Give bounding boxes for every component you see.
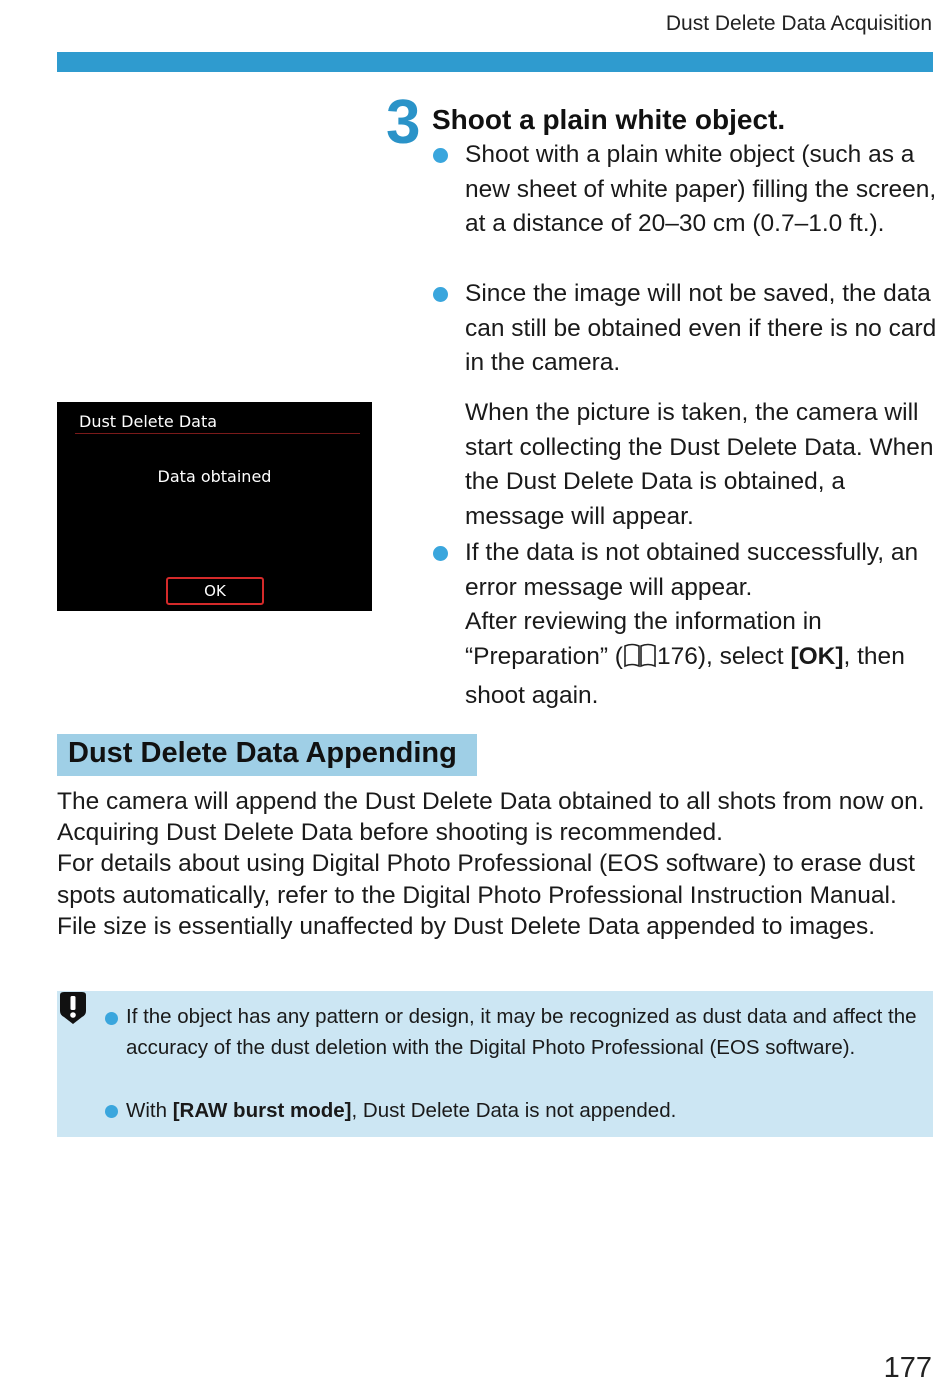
caution-bullet-dot xyxy=(105,1105,118,1118)
caution-box xyxy=(57,991,933,1137)
ok-label: [OK] xyxy=(790,643,844,671)
step-bullet-1: Shoot with a plain white object (such as a new sheet of white paper) filling the screen, at a distance of 20–30 cm (0.7–1.0 ft.). xyxy=(465,141,937,238)
book-icon xyxy=(623,642,657,679)
section-paragraph-2: For details about using Digital Photo Professional (EOS software) to erase dust spots automatically, refer to the Digital Photo Professional Instruction Manual. xyxy=(57,850,915,909)
page-number: 177 xyxy=(883,1352,932,1384)
step-bullet-3 xyxy=(465,536,945,714)
step-number: 3 xyxy=(386,88,419,157)
section-body xyxy=(57,786,937,942)
caution-item-2-prefix: With xyxy=(126,1099,173,1122)
camera-screen xyxy=(57,402,372,611)
section-paragraph-3: File size is essentially unaffected by Dust Delete Data appended to images. xyxy=(57,912,876,940)
followup-text-a: After reviewing the information in “Preparation” ( xyxy=(465,608,822,671)
camera-screen-message: Data obtained xyxy=(157,467,272,486)
step-paragraph: When the picture is taken, the camera will start collecting the Dust Delete Data. When the Dust Delete Data is obtained, a message will appear. xyxy=(465,399,934,531)
caution-icon xyxy=(57,991,89,1025)
caution-item-2-bold: [RAW burst mode] xyxy=(172,1099,352,1122)
camera-screen-title: Dust Delete Data xyxy=(79,412,218,431)
section-heading: Dust Delete Data Appending xyxy=(68,737,457,769)
step-bullet-2: Since the image will not be saved, the data can still be obtained even if there is no card in the camera. xyxy=(465,280,937,377)
caution-item-2-suffix: , Dust Delete Data is not appended. xyxy=(351,1099,677,1122)
followup-text-c: , then shoot again. xyxy=(465,643,905,709)
bullet-dot xyxy=(433,546,448,561)
step-bullet-3-followup xyxy=(465,605,945,713)
followup-text-b: ), select xyxy=(697,643,791,671)
step-title: Shoot a plain white object. xyxy=(432,104,786,135)
caution-bullet-dot xyxy=(105,1012,118,1025)
section-paragraph-1: The camera will append the Dust Delete Data obtained to all shots from now on. Acquiring Dust Delete Data before shooting is recommended. xyxy=(57,788,925,847)
page-ref[interactable]: 176 xyxy=(656,643,698,671)
running-header: Dust Delete Data Acquisition xyxy=(665,12,932,35)
caution-item-1: If the object has any pattern or design, it may be recognized as dust data and affect the accuracy of the dust deletion with the Digital Photo Professional (EOS software). xyxy=(126,1005,917,1059)
section-heading-box xyxy=(57,734,477,776)
step-bullet-3-text: If the data is not obtained successfully, an error message will appear. xyxy=(465,539,919,601)
bullet-dot xyxy=(433,148,448,163)
camera-ok-button: OK xyxy=(166,577,264,605)
bullet-dot xyxy=(433,287,448,302)
caution-item-2 xyxy=(126,1095,926,1126)
camera-screen-divider xyxy=(75,433,360,434)
header-bar xyxy=(57,52,933,72)
